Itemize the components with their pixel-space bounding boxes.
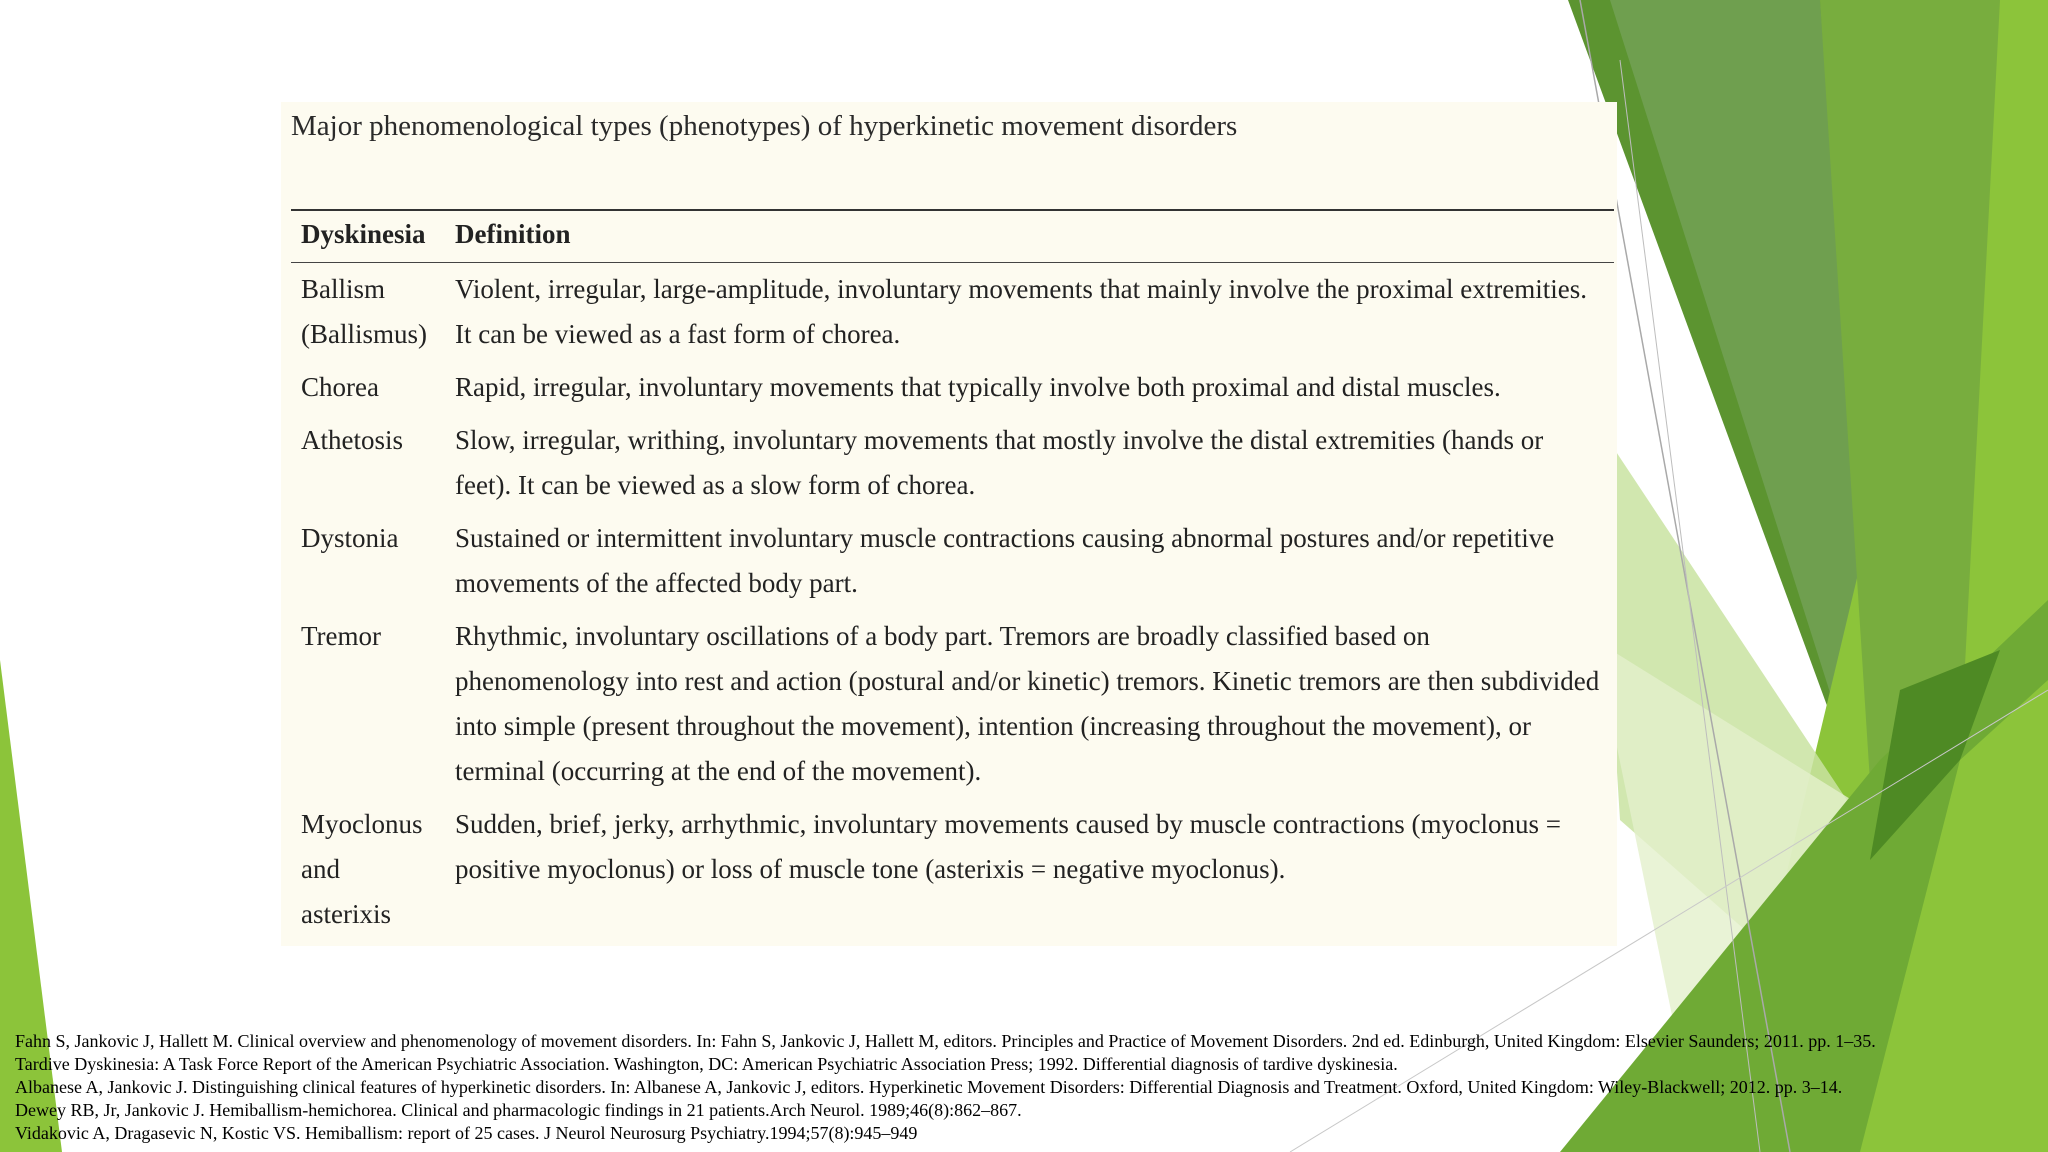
table-body <box>291 263 1614 942</box>
term-line: Tremor <box>301 621 382 651</box>
row-definition: Violent, irregular, large-amplitude, involuntary movements that mainly involve the proximal extremities. It can be viewed as a fast form of chorea. <box>455 274 1588 349</box>
header-dyskinesia: Dyskinesia <box>291 210 445 263</box>
row-definition: Sustained or intermittent involuntary muscle contractions causing abnormal postures and/or repetitive movements of the affected body part. <box>455 523 1555 598</box>
row-term <box>291 512 445 610</box>
term-line: (Ballismus) <box>301 319 427 349</box>
term-line: Ballism <box>301 274 386 304</box>
term-line: Myoclonus <box>301 809 423 839</box>
term-line: asterixis <box>301 899 391 929</box>
row-term <box>291 263 445 362</box>
table-row <box>291 414 1614 512</box>
row-definition: Sudden, brief, jerky, arrhythmic, involuntary movements caused by muscle contractions (myoclonus = positive myoclonus) or loss of muscle tone (asterixis = negative myoclonus). <box>455 809 1561 884</box>
term-line: Dystonia <box>301 523 399 553</box>
table-row <box>291 512 1614 610</box>
row-definition: Rapid, irregular, involuntary movements that typically involve both proximal and distal muscles. <box>455 372 1501 402</box>
table-row <box>291 263 1614 362</box>
row-term <box>291 414 445 512</box>
row-definition: Rhythmic, involuntary oscillations of a body part. Tremors are broadly classified based on phenomenology into rest and action (postural and/or kinetic) tremors. Kinetic tremors are then subdivided into simple (present throughout the movement), intention (increasing throughout the movement), or terminal (occurring at the end of the movement). <box>455 621 1600 786</box>
header-definition: Definition <box>445 210 1614 263</box>
table-row <box>291 361 1614 414</box>
table-row <box>291 798 1614 941</box>
references-list <box>15 1030 1876 1145</box>
table-row <box>291 610 1614 798</box>
reference-item: Albanese A, Jankovic J. Distinguishing clinical features of hyperkinetic disorders. In: Albanese A, Jankovic J, editors. Hyperkinetic Movement Disorders: Differential Diagnosis and Treatment. Oxford, United Kingdom: Wiley-Blackwell; 2012. pp. 3–14. <box>15 1077 1843 1097</box>
definitions-table <box>291 209 1614 941</box>
row-term <box>291 610 445 798</box>
term-line: Chorea <box>301 372 379 402</box>
reference-item: Dewey RB, Jr, Jankovic J. Hemiballism-hemichorea. Clinical and pharmacologic findings in 21 patients.Arch Neurol. 1989;46(8):862–867. <box>15 1100 1022 1120</box>
table-header-row <box>291 210 1614 263</box>
reference-item: Vidakovic A, Dragasevic N, Kostic VS. Hemiballism: report of 25 cases. J Neurol Neurosurg Psychiatry.1994;57(8):945–949 <box>15 1123 918 1143</box>
row-term <box>291 798 445 941</box>
row-definition: Slow, irregular, writhing, involuntary movements that mostly involve the distal extremities (hands or feet). It can be viewed as a slow form of chorea. <box>455 425 1544 500</box>
reference-item: Tardive Dyskinesia: A Task Force Report of the American Psychiatric Association. Washington, DC: American Psychiatric Association Press; 1992. Differential diagnosis of tardive dyskinesia. <box>15 1054 1398 1074</box>
reference-item: Fahn S, Jankovic J, Hallett M. Clinical overview and phenomenology of movement disorders. In: Fahn S, Jankovic J, Hallett M, editors. Principles and Practice of Movement Disorders. 2nd ed. Edinburgh, United Kingdom: Elsevier Saunders; 2011. pp. 1–35. <box>15 1031 1876 1051</box>
term-line: and <box>301 854 340 884</box>
hyperkinetic-disorders-table-panel <box>281 102 1617 946</box>
table-caption: Major phenomenological types (phenotypes) of hyperkinetic movement disorders <box>291 110 1238 142</box>
row-term <box>291 361 445 414</box>
term-line: Athetosis <box>301 425 404 455</box>
